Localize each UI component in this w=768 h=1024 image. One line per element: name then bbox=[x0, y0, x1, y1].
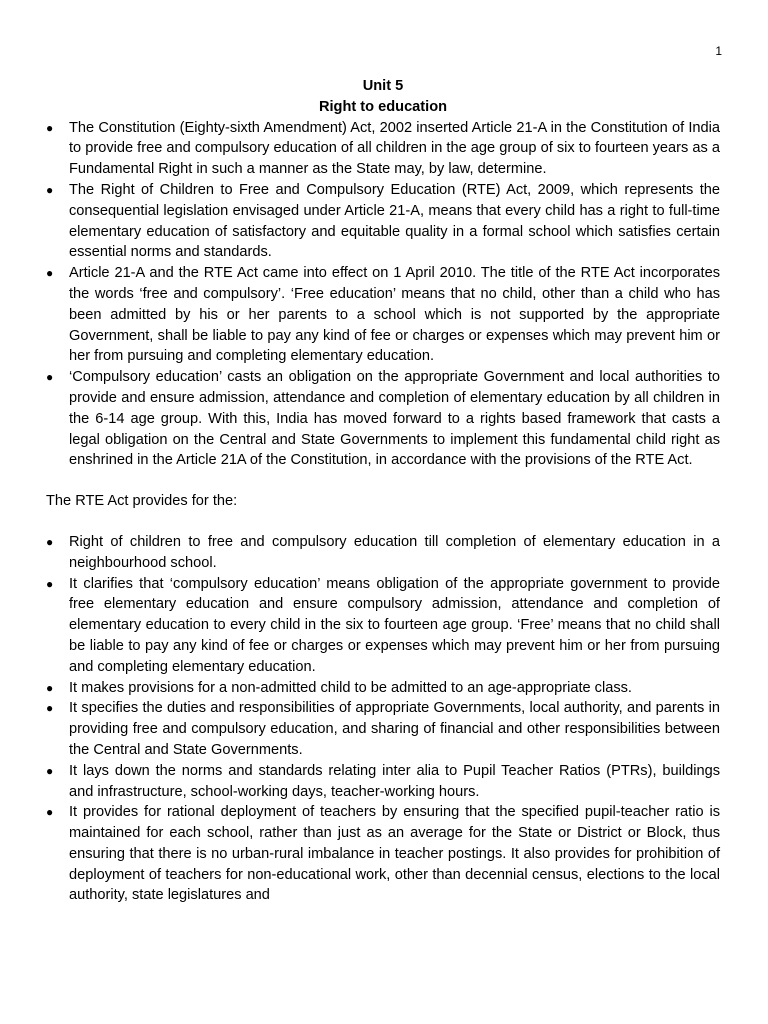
article-21a-bullet-list bbox=[46, 118, 720, 472]
page-number: 1 bbox=[715, 44, 722, 58]
list-item bbox=[46, 698, 720, 760]
list-item-text: It makes provisions for a non-admitted child to be admitted to an age-appropriate class. bbox=[69, 679, 632, 696]
bullet-icon: ● bbox=[46, 680, 54, 695]
list-item-text: Article 21-A and the RTE Act came into effect on 1 April 2010. The title of the RTE Act incorporates the words ‘free and compulsory’. ‘Free education’ means that no child, other than a child who has been admitted by his or her parents to a school which is not supported by the appropriate Government, shall be liable to pay any kind of fee or charges or expenses which may prevent him or her from pursuing and completing elementary education. bbox=[69, 265, 720, 365]
list-item-text: It lays down the norms and standards relating inter alia to Pupil Teacher Ratios (PTRs), buildings and infrastructure, school-working days, teacher-working hours. bbox=[69, 762, 720, 800]
list-item-text: It clarifies that ‘compulsory education’ means obligation of the appropriate government to provide free elementary education and ensure compulsory admission, attendance and completion of elementary education to every child in the six to fourteen age group. ‘Free’ means that no child shall be liable to pay any kind of fee or charges or expenses which may prevent him or her from pursuing and completing elementary education. bbox=[69, 575, 720, 675]
list-item-text: The Constitution (Eighty-sixth Amendment) Act, 2002 inserted Article 21-A in the Constitution of India to provide free and compulsory education of all children in the age group of six to fourteen years as a Fundamental Right in such a manner as the State may, by law, determine. bbox=[69, 119, 720, 178]
list-item-text: It specifies the duties and responsibilities of appropriate Governments, local authority, and parents in providing free and compulsory education, and sharing of financial and other responsibilities between the Central and State Governments. bbox=[69, 700, 720, 758]
bullet-icon: ● bbox=[46, 576, 54, 591]
list-item bbox=[46, 574, 720, 678]
list-item-text: It provides for rational deployment of teachers by ensuring that the specified pupil-teacher ratio is maintained for each school, rather than just as an average for the State or District or Block, thus ensuring that there is no urban-rural imbalance in teacher postings. It also provides for prohibition of deployment of teachers for non-educational work, other than decennial census, elections to the local authority, state legislatures and bbox=[69, 804, 720, 904]
bullet-icon: ● bbox=[46, 534, 54, 549]
bullet-icon: ● bbox=[46, 182, 54, 197]
list-item bbox=[46, 263, 720, 367]
bullet-icon: ● bbox=[46, 120, 54, 135]
list-item bbox=[46, 678, 720, 699]
list-item bbox=[46, 761, 720, 803]
bullet-icon: ● bbox=[46, 266, 54, 281]
list-item bbox=[46, 118, 720, 180]
unit-title: Unit 5 bbox=[362, 78, 404, 94]
rte-provisions-intro: The RTE Act provides for the: bbox=[46, 493, 238, 510]
list-item bbox=[46, 802, 720, 906]
document-title: Right to education bbox=[318, 98, 448, 115]
document-body bbox=[46, 76, 720, 906]
list-item bbox=[46, 367, 720, 471]
list-item bbox=[46, 532, 720, 574]
rte-provisions-bullet-list bbox=[46, 532, 720, 906]
bullet-icon: ● bbox=[46, 805, 54, 820]
list-item bbox=[46, 180, 720, 263]
bullet-icon: ● bbox=[46, 701, 54, 716]
list-item-text: Right of children to free and compulsory education till completion of elementary education in a neighbourhood school. bbox=[69, 533, 720, 571]
list-item-text: The Right of Children to Free and Compulsory Education (RTE) Act, 2009, which represents the consequential legislation envisaged under Article 21-A, means that every child has a right to full-time elementary education of satisfactory and equitable quality in a formal school which satisfies certain essential norms and standards. bbox=[69, 181, 720, 261]
list-item-text: ‘Compulsory education’ casts an obligation on the appropriate Government and local authorities to provide and ensure admission, attendance and completion of elementary education by all children in the 6-14 age group. With this, India has moved forward to a rights based framework that casts a legal obligation on the Central and State Governments to implement this fundamental child right as enshrined in the Article 21A of the Constitution, in accordance with the provisions of the RTE Act. bbox=[69, 369, 720, 469]
bullet-icon: ● bbox=[46, 763, 54, 778]
bullet-icon: ● bbox=[46, 370, 54, 385]
